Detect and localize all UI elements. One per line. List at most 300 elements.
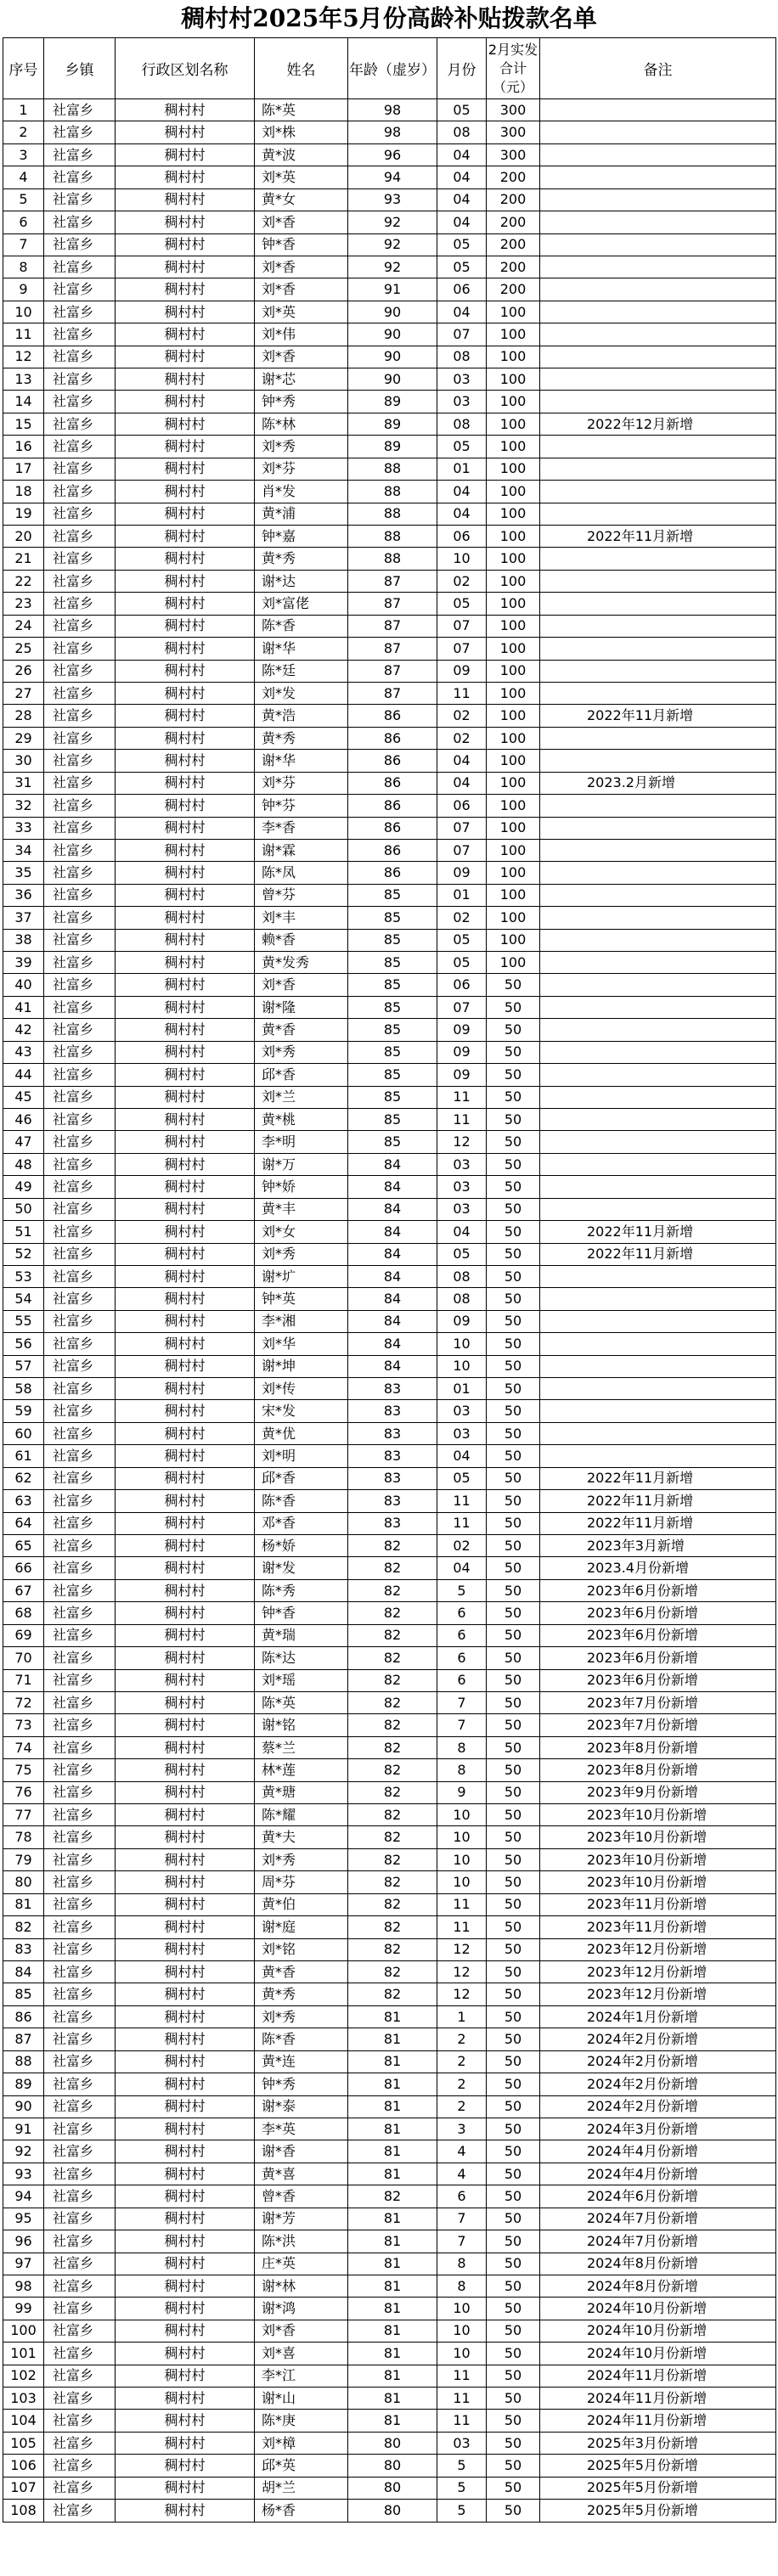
cell-month: 04 [437, 1557, 487, 1579]
cell-amount: 100 [487, 368, 540, 391]
table-row [3, 1467, 776, 1489]
table-row [3, 570, 776, 592]
cell-note: 2023年12月份新增 [540, 1961, 776, 1983]
cell-index: 30 [3, 750, 44, 772]
cell-village: 稠村村 [116, 2118, 255, 2140]
cell-month: 2 [437, 2028, 487, 2050]
cell-amount: 50 [487, 1310, 540, 1332]
cell-name: 宋*发 [255, 1400, 348, 1422]
cell-age: 87 [348, 660, 437, 682]
cell-month: 05 [437, 1243, 487, 1265]
cell-name: 刘*秀 [255, 1041, 348, 1063]
cell-name: 黄*秀 [255, 1983, 348, 2005]
cell-index: 25 [3, 638, 44, 660]
cell-month: 6 [437, 1647, 487, 1669]
cell-age: 87 [348, 570, 437, 592]
cell-town: 社富乡 [44, 1983, 116, 2005]
table-row [3, 1041, 776, 1063]
cell-town: 社富乡 [44, 638, 116, 660]
cell-name: 黄*香 [255, 1019, 348, 1041]
cell-name: 李*江 [255, 2365, 348, 2387]
table-row [3, 2095, 776, 2118]
table-row [3, 705, 776, 727]
cell-town: 社富乡 [44, 727, 116, 749]
cell-age: 82 [348, 1916, 437, 1938]
table-row [3, 1893, 776, 1915]
cell-age: 81 [348, 2230, 437, 2253]
cell-month: 6 [437, 2185, 487, 2208]
cell-age: 85 [348, 1019, 437, 1041]
cell-amount: 50 [487, 1355, 540, 1377]
page-title: 稠村村2025年5月份高龄补贴拨款名单 [181, 4, 597, 32]
cell-age: 83 [348, 1422, 437, 1444]
cell-town: 社富乡 [44, 1131, 116, 1153]
cell-note [540, 750, 776, 772]
cell-index: 50 [3, 1198, 44, 1220]
cell-month: 08 [437, 1265, 487, 1287]
cell-amount: 50 [487, 1265, 540, 1287]
cell-month: 05 [437, 256, 487, 278]
cell-age: 82 [348, 1893, 437, 1915]
cell-village: 稠村村 [116, 1535, 255, 1557]
cell-index: 82 [3, 1916, 44, 1938]
cell-note [540, 593, 776, 615]
cell-note: 2024年1月份新增 [540, 2005, 776, 2028]
cell-index: 13 [3, 368, 44, 391]
cell-note [540, 121, 776, 143]
cell-village: 稠村村 [116, 143, 255, 166]
cell-age: 81 [348, 2028, 437, 2050]
cell-index: 46 [3, 1108, 44, 1130]
cell-village: 稠村村 [116, 1781, 255, 1803]
cell-index: 22 [3, 570, 44, 592]
cell-amount: 100 [487, 682, 540, 704]
cell-index: 27 [3, 682, 44, 704]
table-row [3, 458, 776, 480]
cell-index: 81 [3, 1893, 44, 1915]
cell-note: 2023年11月份新增 [540, 1893, 776, 1915]
cell-town: 社富乡 [44, 2028, 116, 2050]
cell-name: 陈*耀 [255, 1804, 348, 1826]
table-row [3, 817, 776, 839]
cell-amount: 50 [487, 2455, 540, 2477]
cell-index: 55 [3, 1310, 44, 1332]
cell-town: 社富乡 [44, 952, 116, 974]
table-row [3, 1422, 776, 1444]
cell-age: 85 [348, 974, 437, 996]
cell-month: 11 [437, 1893, 487, 1915]
cell-name: 谢*万 [255, 1153, 348, 1175]
cell-amount: 50 [487, 2500, 540, 2522]
header-month: 月份 [437, 38, 487, 99]
cell-age: 82 [348, 1736, 437, 1758]
cell-age: 84 [348, 1153, 437, 1175]
cell-note [540, 884, 776, 906]
cell-month: 04 [437, 503, 487, 525]
cell-town: 社富乡 [44, 166, 116, 188]
cell-village: 稠村村 [116, 1938, 255, 1960]
cell-village: 稠村村 [116, 2365, 255, 2387]
cell-note [540, 1400, 776, 1422]
table-row [3, 2005, 776, 2028]
cell-index: 72 [3, 1691, 44, 1713]
cell-town: 社富乡 [44, 884, 116, 906]
table-row [3, 1916, 776, 1938]
cell-index: 102 [3, 2365, 44, 2387]
cell-index: 4 [3, 166, 44, 188]
cell-month: 10 [437, 2343, 487, 2365]
cell-age: 84 [348, 1310, 437, 1332]
cell-index: 60 [3, 1422, 44, 1444]
cell-index: 87 [3, 2028, 44, 2050]
cell-note [540, 99, 776, 121]
cell-amount: 50 [487, 1086, 540, 1108]
cell-name: 钟*嘉 [255, 526, 348, 548]
cell-town: 社富乡 [44, 1288, 116, 1310]
cell-town: 社富乡 [44, 996, 116, 1018]
cell-name: 黄*夫 [255, 1826, 348, 1848]
cell-name: 杨*香 [255, 2500, 348, 2522]
cell-name: 陈*英 [255, 1691, 348, 1713]
cell-month: 7 [437, 1714, 487, 1736]
cell-month: 11 [437, 1490, 487, 1512]
cell-village: 稠村村 [116, 907, 255, 929]
cell-town: 社富乡 [44, 1557, 116, 1579]
table-row [3, 1602, 776, 1624]
cell-index: 20 [3, 526, 44, 548]
cell-amount: 100 [487, 458, 540, 480]
header-village: 行政区划名称 [116, 38, 255, 99]
cell-amount: 300 [487, 121, 540, 143]
cell-amount: 50 [487, 1108, 540, 1130]
cell-month: 04 [437, 301, 487, 323]
cell-index: 71 [3, 1669, 44, 1691]
cell-amount: 50 [487, 1826, 540, 1848]
cell-amount: 200 [487, 188, 540, 211]
cell-name: 黄*浦 [255, 503, 348, 525]
cell-town: 社富乡 [44, 795, 116, 817]
cell-village: 稠村村 [116, 1759, 255, 1781]
cell-name: 钟*英 [255, 1288, 348, 1310]
cell-name: 刘*秀 [255, 1243, 348, 1265]
table-row [3, 2298, 776, 2320]
table-row [3, 1624, 776, 1646]
cell-amount: 50 [487, 1378, 540, 1400]
cell-village: 稠村村 [116, 2073, 255, 2095]
cell-town: 社富乡 [44, 548, 116, 570]
table-row [3, 121, 776, 143]
cell-village: 稠村村 [116, 2432, 255, 2454]
cell-month: 05 [437, 436, 487, 458]
cell-name: 谢*发 [255, 1557, 348, 1579]
cell-month: 07 [437, 615, 487, 637]
cell-note: 2022年11月新增 [540, 1490, 776, 1512]
cell-month: 03 [437, 1198, 487, 1220]
cell-age: 82 [348, 1714, 437, 1736]
cell-index: 96 [3, 2230, 44, 2253]
cell-age: 88 [348, 481, 437, 503]
cell-note: 2022年11月新增 [540, 526, 776, 548]
cell-index: 73 [3, 1714, 44, 1736]
cell-age: 85 [348, 929, 437, 951]
table-row [3, 323, 776, 346]
cell-index: 16 [3, 436, 44, 458]
cell-age: 89 [348, 436, 437, 458]
cell-month: 08 [437, 413, 487, 435]
cell-village: 稠村村 [116, 1310, 255, 1332]
cell-town: 社富乡 [44, 1848, 116, 1870]
cell-note [540, 1086, 776, 1108]
cell-name: 谢*霖 [255, 839, 348, 861]
cell-month: 6 [437, 1624, 487, 1646]
cell-note [540, 278, 776, 301]
cell-town: 社富乡 [44, 458, 116, 480]
cell-index: 80 [3, 1871, 44, 1893]
cell-name: 钟*香 [255, 233, 348, 256]
table-row [3, 1848, 776, 1870]
cell-index: 42 [3, 1019, 44, 1041]
cell-note [540, 1355, 776, 1377]
table-row [3, 660, 776, 682]
cell-name: 林*莲 [255, 1759, 348, 1781]
cell-index: 33 [3, 817, 44, 839]
cell-note: 2023年7月份新增 [540, 1691, 776, 1713]
cell-index: 99 [3, 2298, 44, 2320]
cell-village: 稠村村 [116, 1221, 255, 1243]
cell-month: 2 [437, 2073, 487, 2095]
table-row [3, 1243, 776, 1265]
cell-town: 社富乡 [44, 211, 116, 233]
cell-note: 2023年7月份新增 [540, 1714, 776, 1736]
cell-index: 77 [3, 1804, 44, 1826]
cell-index: 9 [3, 278, 44, 301]
cell-month: 4 [437, 2163, 487, 2185]
cell-name: 黄*优 [255, 1422, 348, 1444]
cell-note: 2024年4月份新增 [540, 2140, 776, 2163]
cell-village: 稠村村 [116, 1355, 255, 1377]
cell-index: 45 [3, 1086, 44, 1108]
cell-index: 56 [3, 1333, 44, 1355]
cell-age: 86 [348, 862, 437, 884]
cell-age: 92 [348, 211, 437, 233]
table-row [3, 301, 776, 323]
table-row [3, 1871, 776, 1893]
cell-name: 陈*香 [255, 1490, 348, 1512]
cell-index: 38 [3, 929, 44, 951]
cell-village: 稠村村 [116, 1041, 255, 1063]
cell-age: 82 [348, 1579, 437, 1601]
cell-village: 稠村村 [116, 772, 255, 794]
cell-age: 84 [348, 1198, 437, 1220]
cell-amount: 100 [487, 638, 540, 660]
cell-age: 83 [348, 1400, 437, 1422]
cell-note: 2024年2月份新增 [540, 2028, 776, 2050]
cell-index: 107 [3, 2477, 44, 2499]
cell-name: 黄*瑞 [255, 1624, 348, 1646]
cell-month: 10 [437, 2320, 487, 2342]
cell-age: 87 [348, 682, 437, 704]
table-row [3, 682, 776, 704]
cell-amount: 300 [487, 143, 540, 166]
cell-name: 谢*庭 [255, 1916, 348, 1938]
cell-age: 87 [348, 638, 437, 660]
cell-name: 刘*英 [255, 301, 348, 323]
cell-month: 11 [437, 1512, 487, 1534]
cell-note: 2024年7月份新增 [540, 2230, 776, 2253]
cell-town: 社富乡 [44, 1108, 116, 1130]
cell-amount: 50 [487, 2410, 540, 2432]
cell-town: 社富乡 [44, 705, 116, 727]
cell-name: 黄*秀 [255, 548, 348, 570]
cell-village: 稠村村 [116, 2275, 255, 2297]
cell-age: 84 [348, 1355, 437, 1377]
table-row [3, 99, 776, 121]
cell-age: 86 [348, 727, 437, 749]
cell-town: 社富乡 [44, 1355, 116, 1377]
cell-index: 79 [3, 1848, 44, 1870]
cell-town: 社富乡 [44, 1400, 116, 1422]
cell-age: 83 [348, 1378, 437, 1400]
cell-name: 钟*芬 [255, 795, 348, 817]
cell-index: 63 [3, 1490, 44, 1512]
cell-village: 稠村村 [116, 301, 255, 323]
cell-town: 社富乡 [44, 2500, 116, 2522]
cell-age: 84 [348, 1176, 437, 1198]
cell-index: 91 [3, 2118, 44, 2140]
cell-index: 100 [3, 2320, 44, 2342]
cell-amount: 50 [487, 2140, 540, 2163]
cell-town: 社富乡 [44, 2118, 116, 2140]
cell-note [540, 907, 776, 929]
cell-name: 钟*秀 [255, 391, 348, 413]
cell-village: 稠村村 [116, 2410, 255, 2432]
cell-age: 86 [348, 705, 437, 727]
cell-month: 06 [437, 795, 487, 817]
cell-town: 社富乡 [44, 1490, 116, 1512]
cell-age: 88 [348, 503, 437, 525]
header-note: 备注 [540, 38, 776, 99]
cell-note [540, 1198, 776, 1220]
cell-town: 社富乡 [44, 2432, 116, 2454]
cell-note: 2022年11月新增 [540, 1243, 776, 1265]
cell-month: 02 [437, 1535, 487, 1557]
cell-month: 05 [437, 952, 487, 974]
cell-amount: 50 [487, 2343, 540, 2365]
cell-amount: 50 [487, 2320, 540, 2342]
cell-town: 社富乡 [44, 121, 116, 143]
cell-month: 06 [437, 278, 487, 301]
cell-amount: 50 [487, 1333, 540, 1355]
cell-index: 40 [3, 974, 44, 996]
cell-name: 黄*波 [255, 143, 348, 166]
cell-amount: 50 [487, 1221, 540, 1243]
header-town: 乡镇 [44, 38, 116, 99]
cell-month: 11 [437, 2410, 487, 2432]
cell-note [540, 952, 776, 974]
table-row [3, 1198, 776, 1220]
cell-month: 09 [437, 1310, 487, 1332]
cell-town: 社富乡 [44, 2185, 116, 2208]
cell-amount: 50 [487, 2230, 540, 2253]
cell-index: 23 [3, 593, 44, 615]
cell-index: 52 [3, 1243, 44, 1265]
cell-name: 刘*株 [255, 121, 348, 143]
cell-age: 81 [348, 2208, 437, 2230]
cell-note [540, 1445, 776, 1467]
cell-month: 10 [437, 548, 487, 570]
cell-village: 稠村村 [116, 2500, 255, 2522]
cell-village: 稠村村 [116, 1893, 255, 1915]
cell-month: 05 [437, 1467, 487, 1489]
cell-note: 2023年6月份新增 [540, 1669, 776, 1691]
cell-index: 26 [3, 660, 44, 682]
cell-town: 社富乡 [44, 1422, 116, 1444]
cell-age: 80 [348, 2432, 437, 2454]
cell-town: 社富乡 [44, 1378, 116, 1400]
cell-age: 84 [348, 1265, 437, 1287]
cell-age: 88 [348, 526, 437, 548]
cell-name: 曾*香 [255, 2185, 348, 2208]
cell-village: 稠村村 [116, 2477, 255, 2499]
cell-note [540, 660, 776, 682]
cell-village: 稠村村 [116, 211, 255, 233]
cell-name: 刘*秀 [255, 2005, 348, 2028]
cell-note [540, 1176, 776, 1198]
cell-age: 92 [348, 256, 437, 278]
cell-note: 2024年7月份新增 [540, 2208, 776, 2230]
cell-village: 稠村村 [116, 2320, 255, 2342]
cell-town: 社富乡 [44, 2005, 116, 2028]
cell-town: 社富乡 [44, 817, 116, 839]
cell-age: 81 [348, 2320, 437, 2342]
table-row [3, 1557, 776, 1579]
table-row [3, 2432, 776, 2454]
cell-village: 稠村村 [116, 1086, 255, 1108]
table-row [3, 2477, 776, 2499]
cell-town: 社富乡 [44, 278, 116, 301]
cell-index: 28 [3, 705, 44, 727]
cell-index: 85 [3, 1983, 44, 2005]
cell-town: 社富乡 [44, 1041, 116, 1063]
cell-name: 钟*娇 [255, 1176, 348, 1198]
cell-amount: 50 [487, 1848, 540, 1870]
cell-month: 8 [437, 2275, 487, 2297]
cell-village: 稠村村 [116, 2343, 255, 2365]
cell-age: 98 [348, 121, 437, 143]
cell-name: 陈*英 [255, 99, 348, 121]
cell-note: 2023年10月份新增 [540, 1826, 776, 1848]
cell-month: 09 [437, 1064, 487, 1086]
cell-amount: 50 [487, 2185, 540, 2208]
cell-name: 杨*娇 [255, 1535, 348, 1557]
table-row [3, 1355, 776, 1377]
cell-index: 68 [3, 1602, 44, 1624]
cell-amount: 50 [487, 1535, 540, 1557]
cell-village: 稠村村 [116, 458, 255, 480]
cell-village: 稠村村 [116, 2208, 255, 2230]
cell-note [540, 638, 776, 660]
cell-month: 10 [437, 1333, 487, 1355]
table-row [3, 481, 776, 503]
cell-village: 稠村村 [116, 2230, 255, 2253]
cell-village: 稠村村 [116, 526, 255, 548]
cell-age: 81 [348, 2253, 437, 2275]
cell-town: 社富乡 [44, 2275, 116, 2297]
cell-month: 06 [437, 526, 487, 548]
cell-village: 稠村村 [116, 2163, 255, 2185]
cell-index: 86 [3, 2005, 44, 2028]
cell-village: 稠村村 [116, 2028, 255, 2050]
